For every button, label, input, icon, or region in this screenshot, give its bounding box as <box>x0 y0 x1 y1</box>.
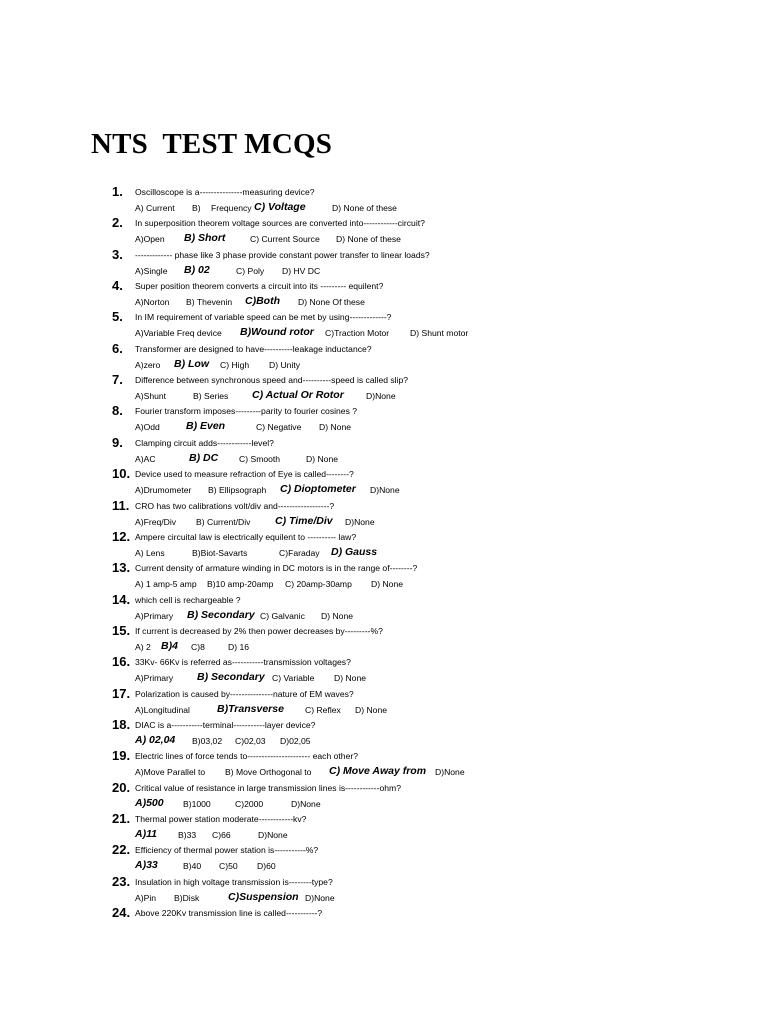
page-title: NTS TEST MCQS <box>91 128 333 160</box>
answer-options <box>135 641 735 655</box>
question-number: 3. <box>112 246 123 262</box>
question-row <box>0 717 768 734</box>
answer-options <box>135 578 735 592</box>
question-number: 19. <box>112 748 131 764</box>
question-text: Polarization is caused by---------------nature of EM waves? <box>135 688 354 699</box>
answer-option-correct: D) Gauss <box>331 545 378 558</box>
question-row <box>0 748 768 765</box>
answer-option: D)None <box>435 767 465 778</box>
answer-option: D)None <box>345 516 375 527</box>
answer-option: D)None <box>305 892 335 903</box>
question-text: Electric lines of force tends to---------------------- each other? <box>135 751 358 762</box>
answer-option: C) Galvanic <box>260 610 305 621</box>
question-text: In IM requirement of variable speed can be met by using-------------? <box>135 312 392 323</box>
answer-option: A)Shunt <box>135 391 167 402</box>
question-number: 20. <box>112 779 131 795</box>
question-text: In superposition theorem voltage sources are converted into------------circuit? <box>135 218 425 229</box>
question-text: Difference between synchronous speed and----------speed is called slip? <box>135 375 409 386</box>
answer-options <box>135 672 735 686</box>
answer-option: D) Shunt motor <box>410 328 469 339</box>
answer-option: D)02,05 <box>280 735 311 746</box>
answer-option: B)03,02 <box>192 735 223 746</box>
question-text: Device used to measure refraction of Eye is called--------? <box>135 469 354 480</box>
question-row <box>0 498 768 515</box>
answer-option: B) <box>192 203 201 213</box>
question-number: 17. <box>112 685 131 701</box>
answer-option-correct: A)33 <box>135 859 158 872</box>
answer-option: A) 1 amp-5 amp <box>135 579 197 590</box>
answer-option: D)60 <box>257 861 276 872</box>
answer-options <box>135 704 735 718</box>
question-number: 23. <box>112 873 131 889</box>
answer-option: D)None <box>291 798 321 809</box>
answer-option: A) Lens <box>135 547 165 558</box>
answer-option: D) None <box>321 610 353 621</box>
answer-option: D) 16 <box>228 641 250 652</box>
answer-options <box>135 516 735 530</box>
answer-options <box>135 766 735 780</box>
question-row <box>0 403 768 420</box>
question-row <box>0 654 768 671</box>
answer-option-correct: B)4 <box>161 639 178 652</box>
question-text: DIAC is a-----------terminal-----------layer device? <box>135 719 316 730</box>
answer-options <box>135 484 735 498</box>
question-row <box>0 842 768 859</box>
answer-option: A) Current <box>135 203 175 213</box>
answer-options <box>135 610 735 624</box>
question-row <box>0 372 768 389</box>
question-number: 2. <box>112 215 123 231</box>
answer-options <box>135 202 735 216</box>
answer-options <box>135 453 735 467</box>
question-number: 18. <box>112 716 131 732</box>
answer-option: B)10 amp-20amp <box>207 579 274 590</box>
answer-option: D)None <box>258 830 288 840</box>
answer-option-correct: C) Dioptometer <box>280 483 356 496</box>
answer-option-correct: C) Move Away from <box>329 765 427 778</box>
question-row <box>0 592 768 609</box>
answer-option: B)Disk <box>174 892 200 903</box>
question-text: which cell is rechargeable ? <box>135 594 241 605</box>
question-text: Critical value of resistance in large transmission lines is------------ohm? <box>135 782 401 793</box>
question-number: 10. <box>112 466 131 482</box>
answer-option: C)Faraday <box>279 547 320 558</box>
question-row <box>0 529 768 546</box>
answer-option: B) Current/Div <box>196 516 251 527</box>
answer-option: D) None <box>355 704 387 715</box>
answer-option-correct: C) Voltage <box>254 201 306 213</box>
answer-option: C) Poly <box>236 265 265 276</box>
answer-option: A)Single <box>135 265 168 276</box>
answer-option: C) High <box>220 359 250 370</box>
question-number: 24. <box>112 905 131 921</box>
question-text: Current density of armature winding in DC motors is in the range of--------? <box>135 563 418 574</box>
question-text: If current is decreased by 2% then power decreases by---------%? <box>135 625 383 636</box>
answer-option: A)Drumometer <box>135 485 192 496</box>
answer-option: A)zero <box>135 359 161 370</box>
question-row <box>0 466 768 483</box>
question-row <box>0 811 768 828</box>
answer-option: D) None <box>371 579 403 590</box>
answer-option-correct: B) DC <box>189 451 219 464</box>
question-row <box>0 623 768 640</box>
question-text: Ampere circuital law is electrically equilent to ---------- law? <box>135 531 357 542</box>
question-text: Oscilloscope is a---------------measuring device? <box>135 187 315 197</box>
answer-option: B) Thevenin <box>186 297 233 308</box>
answer-option: C)66 <box>212 830 231 840</box>
question-text: Clamping circuit adds------------level? <box>135 437 274 448</box>
answer-option: C) 20amp-30amp <box>285 579 352 590</box>
answer-option: A) 2 <box>135 641 151 652</box>
answer-option: A)AC <box>135 453 156 464</box>
answer-option: D) Unity <box>269 359 301 370</box>
question-row <box>0 184 768 201</box>
question-number: 11. <box>112 497 130 513</box>
answer-option: A)Norton <box>135 297 170 308</box>
answer-option-correct: A) 02,04 <box>135 733 176 746</box>
answer-option: A)Longitudinal <box>135 704 190 715</box>
question-text: Thermal power station moderate------------kv? <box>135 814 307 824</box>
answer-option: D) HV DC <box>282 265 321 276</box>
question-number: 8. <box>112 403 123 419</box>
answer-option: C) Smooth <box>239 453 281 464</box>
answer-option: A)Freq/Div <box>135 516 177 527</box>
question-row <box>0 905 768 922</box>
question-row <box>0 874 768 891</box>
question-number: 15. <box>112 622 131 638</box>
answer-option-correct: C) Actual Or Rotor <box>252 389 344 402</box>
question-text: CRO has two calibrations volt/div and------------------? <box>135 500 335 511</box>
answer-option: D) None of these <box>336 234 401 245</box>
question-number: 22. <box>112 842 131 858</box>
answer-options <box>135 892 735 906</box>
answer-option: A)Open <box>135 234 165 245</box>
question-text: ------------- phase like 3 phase provide constant power transfer to linear loads? <box>135 249 430 260</box>
answer-options <box>135 860 735 874</box>
answer-option: C)02,03 <box>235 735 266 746</box>
question-row <box>0 247 768 264</box>
answer-option: B)1000 <box>183 798 211 809</box>
question-row <box>0 341 768 358</box>
question-row <box>0 560 768 577</box>
answer-option: C) Current Source <box>250 234 320 245</box>
question-number: 16. <box>112 654 131 670</box>
answer-option: B)40 <box>183 861 202 872</box>
question-row <box>0 686 768 703</box>
question-number: 5. <box>112 309 123 325</box>
answer-option: A)Primary <box>135 610 174 621</box>
question-text: Transformer are designed to have----------leakage inductance? <box>135 343 372 354</box>
answer-option-correct: B) Short <box>184 232 226 245</box>
question-text: Above 220Kv transmission line is called-----------? <box>135 908 323 919</box>
answer-option-correct: B) Secondary <box>187 608 255 621</box>
answer-option: C)8 <box>191 641 205 652</box>
question-number: 4. <box>112 278 123 294</box>
answer-option: C)50 <box>219 861 238 872</box>
answer-options <box>135 359 735 373</box>
answer-options <box>135 798 735 812</box>
answer-option-correct: B)Transverse <box>217 702 284 715</box>
answer-option: B) Move Orthogonal to <box>225 767 312 778</box>
answer-option: D) None <box>306 453 338 464</box>
question-text: Efficiency of thermal power station is-----------%? <box>135 845 319 856</box>
question-number: 6. <box>112 340 123 356</box>
answer-options <box>135 327 735 341</box>
answer-option: A)Variable Freq device <box>135 328 222 339</box>
answer-option: D) None of these <box>332 203 397 213</box>
answer-options <box>135 390 735 404</box>
answer-option-correct: A)500 <box>135 796 164 809</box>
answer-option-correct: B) 02 <box>184 263 210 276</box>
question-number: 21. <box>112 811 131 826</box>
answer-options <box>135 421 735 435</box>
answer-option: C) Reflex <box>305 704 341 715</box>
answer-options <box>135 296 735 310</box>
answer-options <box>135 829 735 843</box>
answer-option: A)Move Parallel to <box>135 767 206 778</box>
question-row <box>0 780 768 797</box>
question-text: Fourier transform imposes---------parity to fourier cosines ? <box>135 406 358 417</box>
question-row <box>0 215 768 232</box>
answer-option: C) Negative <box>256 422 302 433</box>
answer-options <box>135 233 735 247</box>
question-number: 1. <box>112 184 123 199</box>
answer-option: D) None <box>319 422 351 433</box>
answer-option: B)33 <box>178 830 197 840</box>
answer-option: B) Ellipsograph <box>208 485 267 496</box>
answer-option: Frequency <box>211 203 252 213</box>
answer-option: C)Traction Motor <box>325 328 390 339</box>
question-row <box>0 278 768 295</box>
answer-option: A)Odd <box>135 422 160 433</box>
answer-option-correct: B)Wound rotor <box>240 326 314 339</box>
question-text: 33Kv- 66Kv is referred as-----------transmission voltages? <box>135 657 351 668</box>
question-row <box>0 309 768 326</box>
answer-option: B) Series <box>193 391 229 402</box>
answer-option-correct: A)11 <box>135 828 157 840</box>
answer-option: D) None <box>334 673 366 684</box>
answer-option: D)None <box>370 485 400 496</box>
question-row <box>0 435 768 452</box>
answer-option: D) None Of these <box>298 297 365 308</box>
question-number: 13. <box>112 560 131 576</box>
question-number: 12. <box>112 528 131 544</box>
answer-option-correct: B) Even <box>186 420 226 433</box>
answer-option: A)Primary <box>135 673 174 684</box>
answer-option: B)Biot-Savarts <box>192 547 248 558</box>
answer-option: C)2000 <box>235 798 264 809</box>
answer-option: A)Pin <box>135 892 157 903</box>
question-text: Insulation in high voltage transmission is--------type? <box>135 876 333 887</box>
answer-option-correct: C)Both <box>245 295 280 308</box>
question-text: Super position theorem converts a circuit into its --------- equilent? <box>135 281 384 292</box>
question-number: 9. <box>112 434 123 450</box>
answer-option: D)None <box>366 391 396 402</box>
answer-option: C) Variable <box>272 673 315 684</box>
question-number: 7. <box>112 372 123 388</box>
answer-options <box>135 547 735 561</box>
answer-option-correct: C) Time/Div <box>275 514 333 527</box>
answer-option-correct: B) Secondary <box>197 671 265 684</box>
answer-option-correct: B) Low <box>174 357 209 370</box>
answer-options <box>135 735 735 749</box>
answer-option-correct: C)Suspension <box>228 890 299 903</box>
answer-options <box>135 265 735 279</box>
question-number: 14. <box>112 591 131 607</box>
